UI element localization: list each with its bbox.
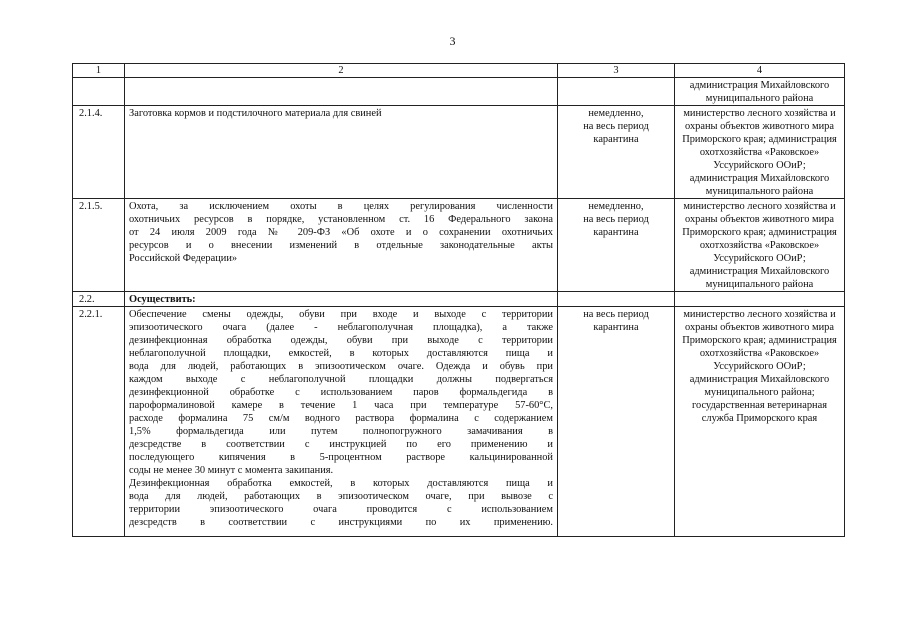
cell-continuation-space <box>129 529 553 536</box>
measure-line: 1,5% формальдегида или путем полнопогружного замачивания в <box>129 426 553 437</box>
responsible-line: охраны объектов животного мира <box>685 214 834 225</box>
deadline-line: немедленно, <box>588 108 644 119</box>
measure-line: от 24 июля 2009 года № 209-ФЗ «Об охоте и о сохранении охотничьих <box>129 227 553 238</box>
measure-line: охотничьих ресурсов в порядке, установленном ст. 16 Федерального закона <box>129 214 553 225</box>
deadline-cell <box>558 106 675 199</box>
measure-line: вода для людей, работающих в эпизоотическом очаге. Одежда и обувь при <box>129 361 553 372</box>
measure-text <box>125 78 558 106</box>
measure-text <box>125 199 558 292</box>
deadline-cell <box>558 292 675 307</box>
responsible-line: муниципального района <box>705 279 814 290</box>
deadline-line: карантина <box>593 322 639 333</box>
responsible-line: Уссурийского ООиР; <box>713 253 806 264</box>
measure-line: вода для людей, работающих в эпизоотическом очаге, при вывозе с <box>129 491 553 502</box>
responsible-line: охотхозяйства «Раковское» <box>699 348 820 359</box>
measures-table <box>72 63 845 537</box>
responsible-line: администрация Михайловского <box>689 80 830 91</box>
table-row <box>73 199 845 292</box>
measure-line: соды не менее 30 минут с момента закипания. <box>129 465 334 476</box>
measure-line: дезинфекционная обработка одежды, обуви при выходе с территории <box>129 335 553 346</box>
page-number: 3 <box>449 34 456 48</box>
responsible-cell <box>675 106 845 199</box>
responsible-line: охотхозяйства «Раковское» <box>699 240 820 251</box>
responsible-line: муниципального района <box>705 93 814 104</box>
measure-text <box>125 106 558 199</box>
responsible-line: администрация Михайловского <box>689 173 830 184</box>
responsible-line: Уссурийского ООиР; <box>713 361 806 372</box>
table-row <box>73 292 845 307</box>
responsible-line: Уссурийского ООиР; <box>713 160 806 171</box>
deadline-cell <box>558 199 675 292</box>
deadline-line: на весь период <box>583 121 649 132</box>
item-number: 2.2. <box>73 292 125 307</box>
responsible-line: министерство лесного хозяйства и <box>683 201 836 212</box>
measure-line: территории эпизоотического очага проводится с использованием <box>129 504 553 515</box>
section-heading: Осуществить: <box>125 292 558 307</box>
responsible-line: государственная ветеринарная <box>692 400 827 411</box>
responsible-cell <box>675 292 845 307</box>
responsible-line: охраны объектов животного мира <box>685 121 834 132</box>
measure-line: Обеспечение смены одежды, обуви при входе и выходе с территории <box>129 309 553 320</box>
responsible-line: служба Приморского края <box>701 413 818 424</box>
deadline-line: карантина <box>593 227 639 238</box>
measure-line: дезсредств в соответствии с инструкциями по их применению. <box>129 517 553 528</box>
responsible-line: охотхозяйства «Раковское» <box>699 147 820 158</box>
responsible-line: муниципального района; <box>704 387 815 398</box>
measure-line: последующего кипячения в 5-процентном растворе кальцинированной <box>129 452 553 463</box>
measure-line: эпизоотического очага (далее - неблагополучная площадка), а также <box>129 322 553 333</box>
item-number <box>73 78 125 106</box>
measure-line: неблагополучной площадки, емкостей, в которых доставляются пища и <box>129 348 553 359</box>
deadline-line: на весь период <box>583 214 649 225</box>
measure-line: дезсредстве в соответствии с инструкцией по его применению и <box>129 439 553 450</box>
measure-line: Российской Федерации» <box>129 253 238 264</box>
item-number: 2.2.1. <box>73 307 125 537</box>
deadline-cell <box>558 307 675 537</box>
deadline-line: немедленно, <box>588 201 644 212</box>
measure-line: Дезинфекционная обработка емкостей, в которых доставляются пища и <box>129 478 553 489</box>
measure-text <box>125 307 558 537</box>
measure-line: каждом выходе с неблагополучной площадки должны подвергаться <box>129 374 553 385</box>
responsible-cell <box>675 307 845 537</box>
responsible-line: Приморского края; администрация <box>682 134 837 145</box>
responsible-line: министерство лесного хозяйства и <box>683 108 836 119</box>
responsible-line: министерство лесного хозяйства и <box>683 309 836 320</box>
measure-line: пароформалиновой камере в течение 1 часа при температуре 57-60°С, <box>129 400 553 411</box>
column-number-1: 1 <box>73 64 125 78</box>
responsible-line: Приморского края; администрация <box>682 227 837 238</box>
deadline-cell <box>558 78 675 106</box>
responsible-line: Приморского края; администрация <box>682 335 837 346</box>
responsible-cell <box>675 78 845 106</box>
responsible-line: администрация Михайловского <box>689 374 830 385</box>
table-row <box>73 106 845 199</box>
column-number-header-row <box>73 64 845 78</box>
measure-line: Заготовка кормов и подстилочного материала для свиней <box>129 108 382 119</box>
responsible-cell <box>675 199 845 292</box>
responsible-line: муниципального района <box>705 186 814 197</box>
deadline-line: на весь период <box>583 309 649 320</box>
deadline-line: карантина <box>593 134 639 145</box>
measure-line: расходе формалина 75 см/м водного раствора формалина с содержанием <box>129 413 553 424</box>
item-number: 2.1.4. <box>73 106 125 199</box>
measure-line: ресурсов и о внесении изменений в отдельные законодательные акты <box>129 240 553 251</box>
column-number-3: 3 <box>558 64 675 78</box>
table-row <box>73 78 845 106</box>
responsible-line: администрация Михайловского <box>689 266 830 277</box>
item-number: 2.1.5. <box>73 199 125 292</box>
measure-line: дезинфекционной обработке с использованием паров формальдегида в <box>129 387 553 398</box>
table-row <box>73 307 845 537</box>
measure-line: Охота, за исключением охоты в целях регулирования численности <box>129 201 553 212</box>
column-number-2: 2 <box>125 64 558 78</box>
responsible-line: охраны объектов животного мира <box>685 322 834 333</box>
column-number-4: 4 <box>675 64 845 78</box>
